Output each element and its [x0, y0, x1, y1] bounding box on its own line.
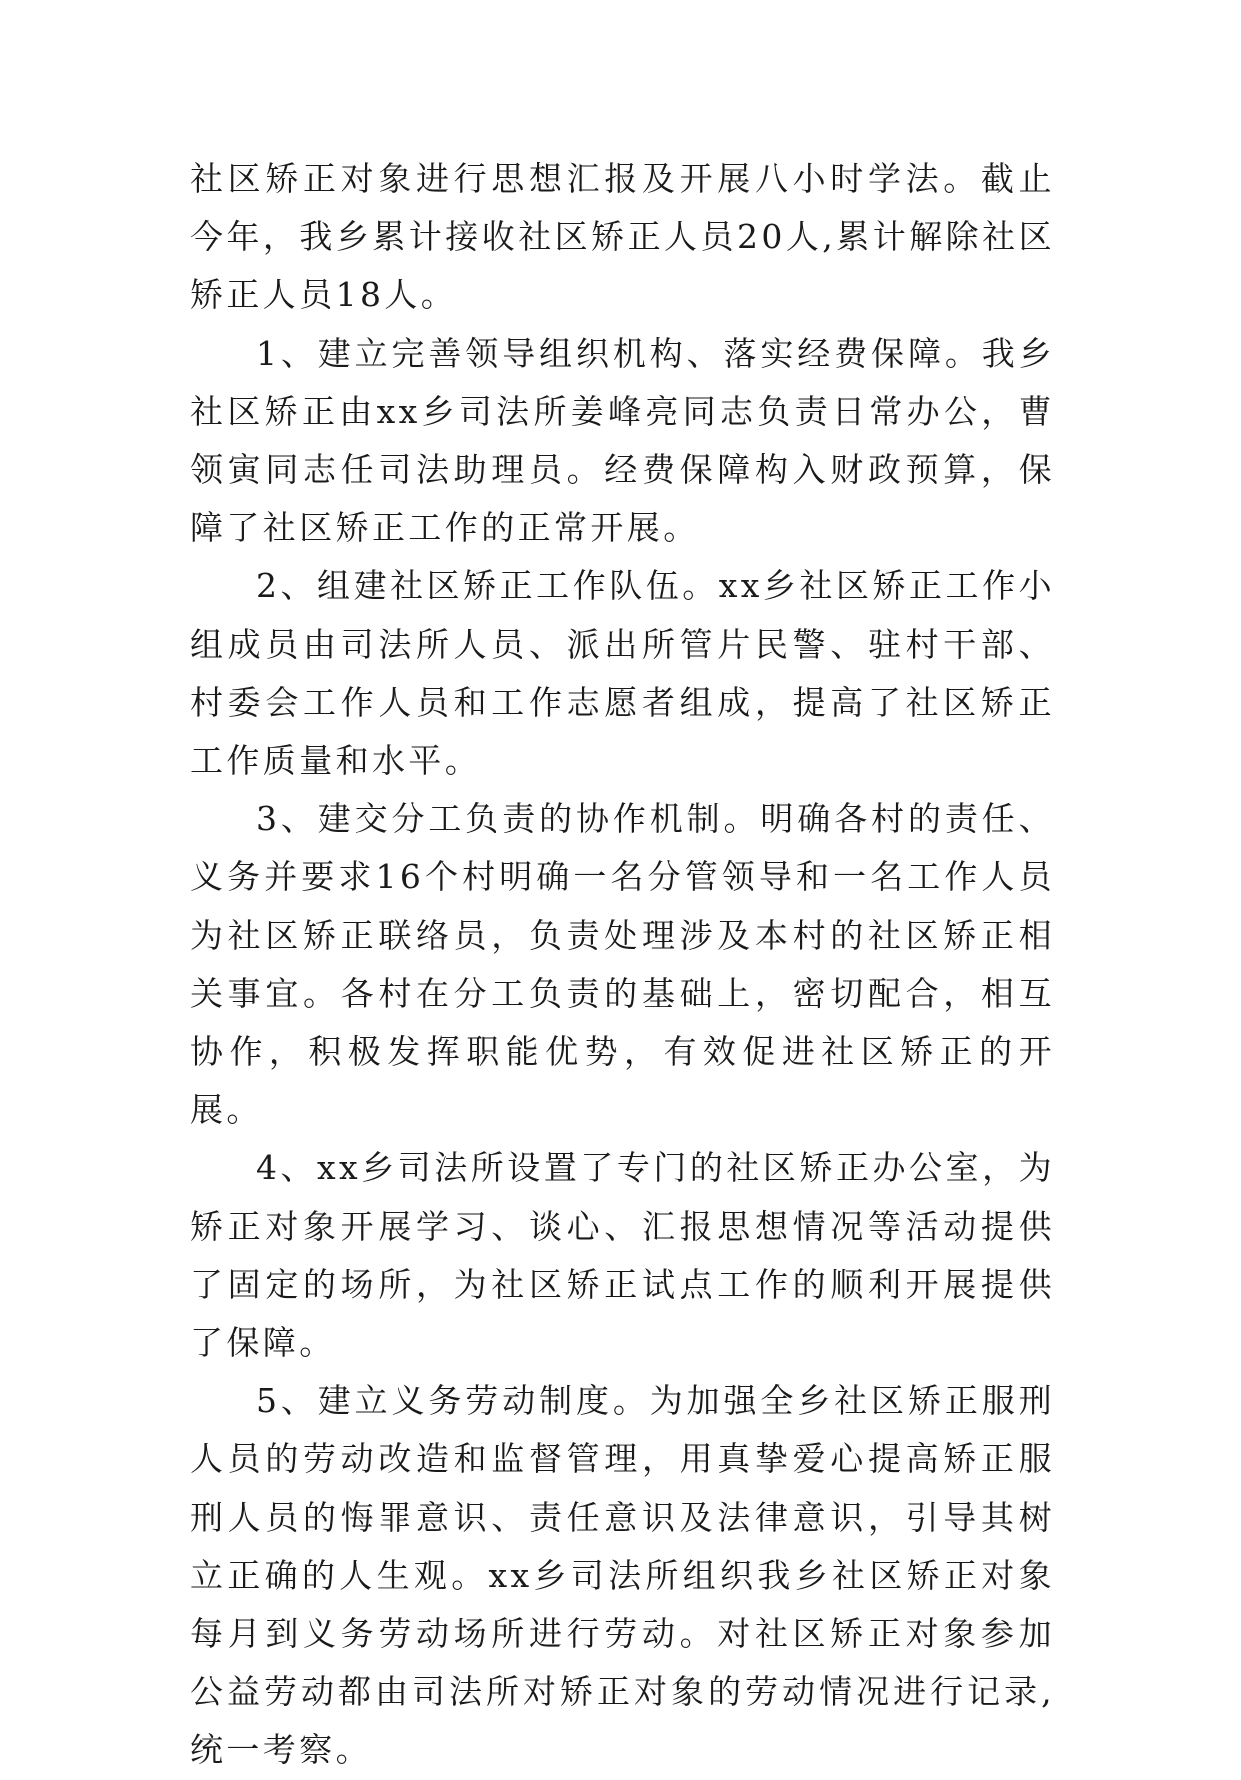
- paragraph-item-2: 2、组建社区矫正工作队伍。xx乡社区矫正工作小组成员由司法所人员、派出所管片民警、驻村干部、村委会工作人员和工作志愿者组成，提高了社区矫正工作质量和水平。: [190, 566, 1055, 781]
- document-page: [190, 150, 1055, 1780]
- paragraph-item-3: 3、建交分工负责的协作机制。明确各村的责任、义务并要求16个村明确一名分管领导和一名工作人员为社区矫正联络员，负责处理涉及本村的社区矫正相关事宜。各村在分工负责的基础上，密切配合，相互协作，积极发挥职能优势，有效促进社区矫正的开展。: [190, 799, 1055, 1130]
- paragraph-continuation: 社区矫正对象进行思想汇报及开展八小时学法。截止今年，我乡累计接收社区矫正人员20人,累计解除社区矫正人员18人。: [190, 159, 1055, 315]
- paragraph-item-4: 4、xx乡司法所设置了专门的社区矫正办公室，为矫正对象开展学习、谈心、汇报思想情况等活动提供了固定的场所，为社区矫正试点工作的顺利开展提供了保障。: [190, 1148, 1055, 1363]
- paragraph-item-5: 5、建立义务劳动制度。为加强全乡社区矫正服刑人员的劳动改造和监督管理，用真挚爱心提高矫正服刑人员的悔罪意识、责任意识及法律意识，引导其树立正确的人生观。xx乡司法所组织我乡社区矫正对象每月到义务劳动场所进行劳动。对社区矫正对象参加公益劳动都由司法所对矫正对象的劳动情况进行记录,统一考察。: [190, 1381, 1055, 1770]
- paragraph-item-1: 1、建立完善领导组织机构、落实经费保障。我乡社区矫正由xx乡司法所姜峰亮同志负责日常办公，曹领寅同志任司法助理员。经费保障构入财政预算，保障了社区矫正工作的正常开展。: [190, 333, 1055, 548]
